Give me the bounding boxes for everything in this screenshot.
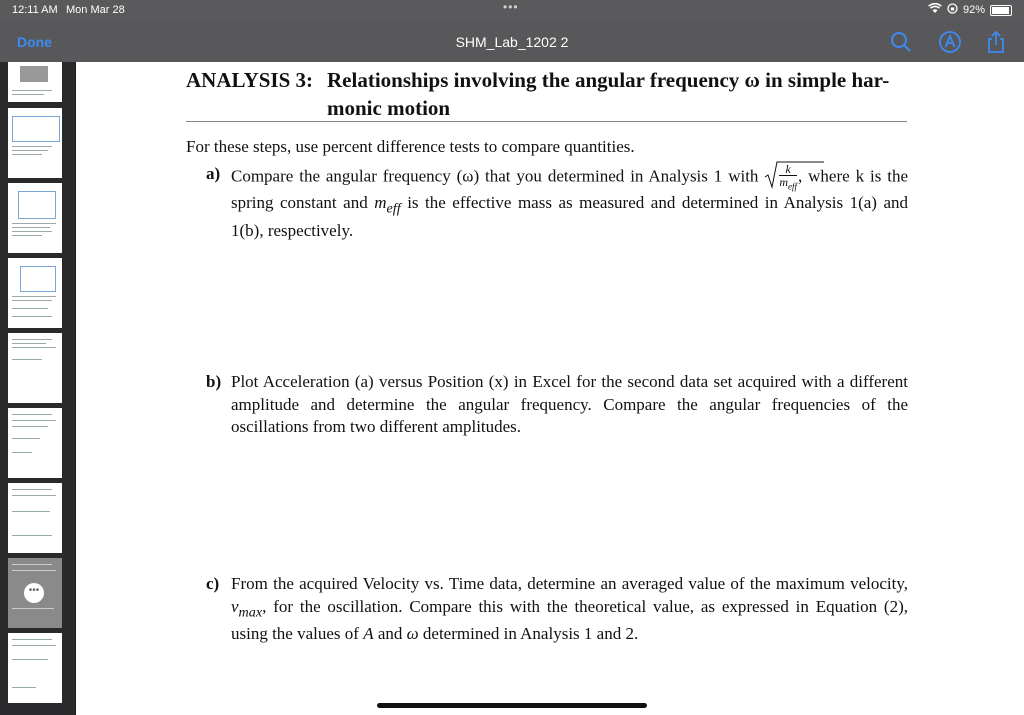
search-icon[interactable] bbox=[889, 30, 913, 54]
step-a-text-post: , where k bbox=[798, 166, 865, 186]
step-b-label: b) bbox=[206, 372, 222, 391]
step-a-text-pre: Compare the angular frequency (ω) that you determined in Analysis 1 with bbox=[231, 166, 759, 186]
page-thumbnail[interactable] bbox=[8, 62, 62, 102]
page-thumbnail[interactable] bbox=[8, 483, 62, 553]
step-a-text-2: is the spring constant and bbox=[231, 166, 909, 213]
page-thumbnail[interactable] bbox=[8, 633, 62, 703]
done-button[interactable]: Done bbox=[17, 34, 52, 50]
status-bar bbox=[0, 0, 1024, 22]
status-right bbox=[928, 3, 1012, 17]
page-thumbnail-sidebar[interactable] bbox=[0, 62, 75, 715]
vmax-symbol: v bbox=[231, 596, 239, 616]
battery-percent: 92% bbox=[962, 4, 985, 16]
step-c: c) From the acquired Velocity vs. Time data, determine an averaged value of the maximum velocity, $v_{max}$, for the oscillation. Compare this with the theoretical value, as expressed in Equation (2), using the values of A and ω determined in Analysis 1 and 2. bbox=[206, 574, 908, 644]
page-thumbnail[interactable] bbox=[8, 183, 62, 253]
sqrt-expression bbox=[764, 163, 798, 192]
step-c-label: c) bbox=[206, 574, 220, 593]
k-over-meff-fraction: $\frac{k}{m_{eff}}$ bbox=[779, 162, 797, 192]
page-thumbnail[interactable] bbox=[8, 258, 62, 328]
intro-text: For these steps, use percent difference tests to compare quantities. bbox=[186, 137, 635, 156]
step-c-text-1: From the acquired Velocity vs. Time data, determine an averaged value of the maximum velocity, bbox=[231, 574, 908, 593]
orientation-lock-icon bbox=[947, 3, 958, 17]
step-c-text-2: , for the oscillation. Compare this with the theoretical value, as expressed in Equation (2), using the values of bbox=[231, 596, 908, 644]
share-icon[interactable] bbox=[984, 30, 1008, 54]
navigation-bar bbox=[0, 22, 1024, 62]
page-thumbnail[interactable] bbox=[8, 333, 62, 403]
step-a: a) Compare the angular frequency (ω) that you determined in Analysis 1 with $\frac{k}{m_{eff}}$ , where k is the spring constant and $m_{eff}$ is the effective mass as measured and determined in Analysis 1(a) and 1(b), respectively. bbox=[206, 162, 909, 241]
heading-divider bbox=[186, 121, 907, 122]
wifi-icon bbox=[928, 3, 942, 17]
analysis-title: Relationships involving the angular frequency ω in simple har-monic motion bbox=[327, 68, 890, 120]
step-a-text-3: is the effective mass as measured and determined in Analysis 1(a) and 1(b), respectively. bbox=[231, 193, 909, 241]
meff-symbol: m bbox=[374, 193, 387, 213]
battery-icon bbox=[990, 5, 1012, 16]
amplitude-symbol: A bbox=[363, 624, 374, 644]
step-a-label: a) bbox=[206, 164, 221, 183]
document-title: SHM_Lab_1202 2 bbox=[455, 34, 569, 50]
omega-symbol: ω bbox=[406, 624, 419, 644]
page-thumbnail-selected[interactable] bbox=[8, 558, 62, 628]
multitasking-dots[interactable]: ••• bbox=[503, 0, 519, 14]
more-icon[interactable]: ••• bbox=[24, 583, 44, 603]
markup-icon[interactable] bbox=[938, 30, 962, 54]
step-b bbox=[206, 371, 908, 439]
analysis-number: ANALYSIS 3: bbox=[186, 68, 314, 92]
home-indicator[interactable] bbox=[377, 703, 647, 708]
step-c-text-3: determined in Analysis 1 and 2. bbox=[422, 624, 639, 644]
step-b-text: Plot Acceleration (a) versus Position (x) in Excel for the second data set acquired with a different amplitude and determine the angular frequency. Compare the angular frequencies of the oscillations from two different amplitudes. bbox=[231, 372, 908, 436]
status-date: Mon Mar 28 bbox=[66, 4, 125, 16]
status-time: 12:11 AM bbox=[12, 4, 58, 16]
page-thumbnail[interactable] bbox=[8, 108, 62, 178]
page-thumbnail[interactable] bbox=[8, 408, 62, 478]
